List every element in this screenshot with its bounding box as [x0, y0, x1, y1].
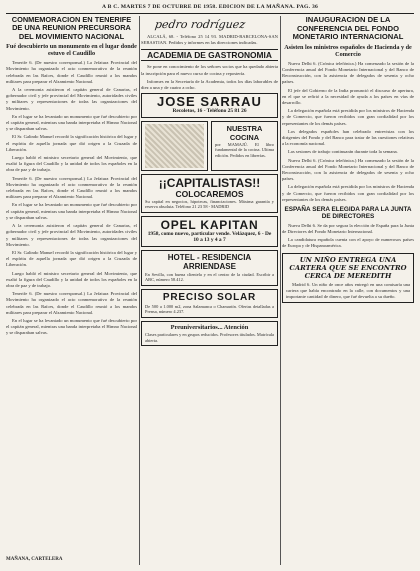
- right-column: [282, 16, 414, 565]
- article-paragraph: La candidatura española cuenta con el apoyo de numerosos países de Europa y de Hispanoamérica.: [282, 237, 414, 249]
- ad-title: HOTEL - RESIDENCIA ARRIENDASE: [167, 252, 252, 272]
- ad-title: NUESTRA COCINA: [226, 123, 263, 142]
- box-nino-cartera: [282, 253, 414, 304]
- running-header: A B C. MARTES 7 DE OCTUBRE DE 1958. EDICION DE LA MAÑANA. PAG. 36: [6, 3, 414, 14]
- ad-text: Su capital en negocios, hipotecas, financiaciones. Máxima garantía y reserva absoluta. Teléfono 21 23 58 - MADRID: [145, 198, 274, 210]
- middle-column: [141, 16, 278, 565]
- article-paragraph: Nueva Delhi 6. (Crónica telefónica.) Ha comenzado la sesión de la Conferencia anual del Fondo Monetario Internacional y del Banco de Reconstrucción, con la asistencia de delegados de sesenta y ocho países.: [282, 157, 414, 182]
- article-paragraph: En el lugar se ha levantado un monumento que fué descubierto por el capitán general, mientras una banda interpretaba el Himno Nacional y se disparaban salvas.: [6, 202, 137, 220]
- article-paragraph: Informes en la Secretaría de la Academia, todos los días laborables de diez a una y de cuatro a ocho.: [141, 78, 278, 91]
- ad-solar: [141, 289, 278, 318]
- ad-capitalistas: [141, 174, 278, 213]
- ad-sarrau: [141, 93, 278, 117]
- article-paragraph: Se pone en conocimiento de los señores socios que ha quedado abierta la inscripción para el nuevo curso de cocina y repostería.: [141, 64, 278, 76]
- subheadline-ministros: Asisten los ministros españoles de Hacienda y de Comercio: [284, 43, 412, 58]
- article-paragraph: En el lugar se ha levantado un monumento que fué descubierto por el capitán general, mientras una banda interpretaba el Himno Nacional y se disparaban salvas.: [6, 113, 137, 132]
- ad-title: OPEL KAPITAN: [160, 217, 259, 232]
- article-paragraph: Nueva Delhi 6. Se da por segura la elección de España para la Junta de Directores del Fondo Monetario Internacional.: [282, 222, 414, 235]
- article-paragraph: El jefe del Gobierno de la India pronunció el discurso de apertura, en el que se refirió a la necesidad de ayuda a los países en vías de desarrollo.: [282, 87, 414, 105]
- article-paragraph: Luego habló el ministro secretario general del Movimiento, que exaltó la figura del Caudillo y la unidad de todos los españoles en la obra de paz y de trabajo.: [6, 155, 137, 173]
- ad-title: Preuniversitarios... Atención: [170, 324, 249, 331]
- headline-fondo-monetario: INAUGURACION DE LA CONFERENCIA DEL FONDO MONETARIO INTERNACIONAL: [292, 16, 404, 42]
- article-paragraph: Tenerife 6. (De nuestro corresponsal.) La Jefatura Provincial del Movimiento ha organizado el acto conmemorativo de la reunión celebrada en las Raíces, donde el Caudillo reunió a los mandos militares para preparar el Alzamiento Nacional.: [6, 60, 137, 84]
- headline-junta-directores: ESPAÑA SERA ELEGIDA PARA LA JUNTA DE DIRECTORES: [284, 206, 412, 221]
- ad-opel: [141, 216, 278, 247]
- article-paragraph: Tenerife 6. (De nuestro corresponsal.) La Jefatura Provincial del Movimiento ha organizado el acto conmemorativo de la reunión celebrada en las Raíces, donde el Caudillo reunió a los mandos militares para preparar el Alzamiento Nacional.: [6, 175, 137, 200]
- ad-hotel: [141, 250, 278, 286]
- headline-gastronomia: ACADEMIA DE GASTRONOMIA: [141, 49, 278, 61]
- headline-nino-cartera: UN NIÑO ENTREGA UNA CARTERA QUE SE ENCONTRO CERCA DE MEREDITH: [289, 255, 407, 280]
- ad-subtitle: COLOCAREMOS: [175, 188, 244, 199]
- article-paragraph: Las sesiones de trabajo continuarán durante toda la semana.: [288, 149, 398, 155]
- headline-tenerife: CONMEMORACION EN TENERIFE DE UNA REUNION PRECURSORA DEL MOVIMIENTO NACIONAL: [11, 16, 132, 41]
- article-paragraph: El Sr. Galindo Manuel recordó la significación histórica del lugar y el espíritu de aquella jornada que dió origen a la Cruzada de Liberación.: [6, 249, 137, 268]
- ad-text: 1958, como nuevo, particular vende. Velázquez, 6 - De 10 a 13 y 4 a 7: [147, 230, 272, 244]
- article-paragraph: Luego habló el ministro secretario general del Movimiento, que exaltó la figura del Caudillo y la unidad de todos los españoles en la obra de paz y de trabajo.: [6, 270, 137, 288]
- article-paragraph: Los delegados españoles han celebrado entrevistas con los dirigentes del Fondo y del Banco para tratar de las cuestiones relativas a la economía nacional.: [282, 128, 414, 147]
- article-paragraph: A la ceremonia asistieron el capitán general de Canarias, el gobernador civil y jefe provincial del Movimiento, autoridades civiles y militares y representaciones de todas las organizaciones del Movimiento.: [6, 87, 137, 111]
- article-paragraph: La delegación española está presidida por los ministros de Hacienda y de Comercio, que fueron recibidos con gran cordialidad por los representantes de los demás países.: [282, 108, 414, 126]
- cookbook-illustration: [145, 124, 204, 168]
- ad-text: De 500 a 1.000 m2, zona Salamanca o Chamartín. Ofertas detalladas a Prensa, número 4.237.: [145, 303, 274, 315]
- article-paragraph: Madrid 6. Un niño de once años entregó en una comisaría una cartera que había encontrado en la calle, con documentos y una importante cantidad de dinero, que fué devuelta a su dueño.: [286, 281, 410, 300]
- ad-nuestra-cocina: [211, 121, 278, 171]
- subheadline-monument: Fué descubierto un monumento en el lugar donde estuvo el Caudillo: [6, 43, 137, 58]
- ad-title: JOSE SARRAU: [157, 94, 262, 110]
- footer-note: MAÑANA, CARTELERA: [6, 556, 63, 562]
- ad-address: Recoletos, 16 - Teléfono 25 81 26: [172, 108, 247, 115]
- ad-text: por MAMAJÚ. El libro fundamental de la cocina. Ultima edición. Pedidos en librerías.: [215, 141, 274, 158]
- left-column: [6, 16, 137, 565]
- ad-title: ¡¡CAPITALISTAS!!: [158, 175, 261, 190]
- article-paragraph: La delegación española está presidida por los ministros de Hacienda y de Comercio, que fueron recibidos con gran cordialidad por los representantes de los demás países.: [282, 184, 414, 202]
- handwritten-signature: pedro rodríguez: [154, 18, 247, 31]
- article-paragraph: Nueva Delhi 6. (Crónica telefónica.) Ha comenzado la sesión de la Conferencia anual del Fondo Monetario Internacional y del Banco de Reconstrucción, con la asistencia de delegados de sesenta y ocho países.: [282, 60, 414, 85]
- ad-cookbook-image: [141, 121, 208, 171]
- article-paragraph: A la ceremonia asistieron el capitán general de Canarias, el gobernador civil y jefe provincial del Movimiento, autoridades civiles y militares y representaciones de todas las organizaciones del Movimiento.: [6, 223, 137, 247]
- article-paragraph: El Sr. Galindo Manuel recordó la significación histórica del lugar y el espíritu de aquella jornada que dió origen a la Cruzada de Liberación.: [6, 134, 137, 152]
- ad-title: PRECISO SOLAR: [162, 291, 257, 303]
- column-rule: [139, 16, 140, 565]
- column-rule: [280, 16, 281, 565]
- ad-preuniversitarios: [141, 321, 278, 346]
- ad-text: En Sevilla, con buena clientela y en el centro de la ciudad. Escribir a ABC, número 58.412.: [145, 271, 274, 283]
- ad-text: ALCALÁ, 68. - Teléfono 25 14 93. MADRID-BARCELONA-SAN SEBASTIAN. Pedidos y informes en las direcciones indicadas.: [141, 34, 278, 46]
- article-paragraph: Tenerife 6. (De nuestro corresponsal.) La Jefatura Provincial del Movimiento ha organizado el acto conmemorativo de la reunión celebrada en las Raíces, donde el Caudillo reunió a los mandos militares para preparar el Alzamiento Nacional.: [6, 291, 137, 315]
- ad-text: Clases particulares y en grupos reducidos. Profesores titulados. Matrícula abierta.: [145, 332, 275, 343]
- article-paragraph: En el lugar se ha levantado un monumento que fué descubierto por el capitán general, mientras una banda interpretaba el Himno Nacional y se disparaban salvas.: [6, 317, 137, 336]
